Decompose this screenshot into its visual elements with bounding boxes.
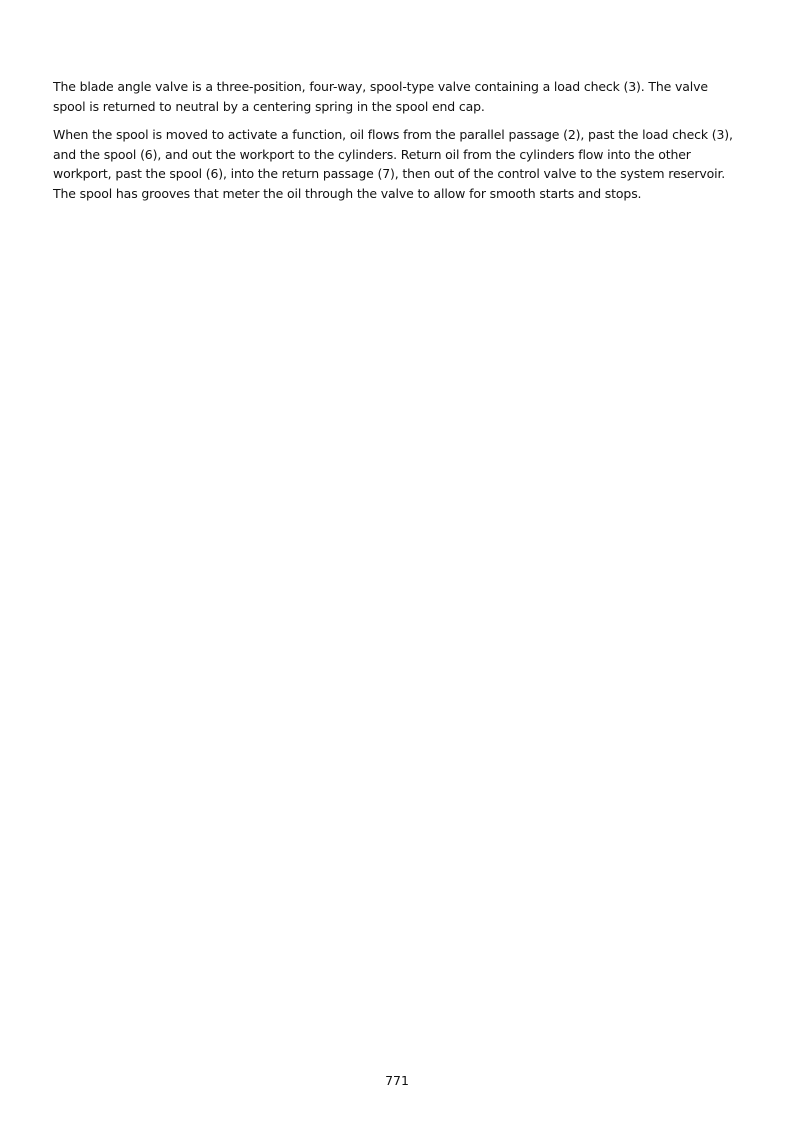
page-number: 771 — [385, 1073, 409, 1088]
paragraph-valve-description: The blade angle valve is a three-position, four-way, spool-type valve containing a load check (3). The valve spool is returned to neutral by a centering spring in the spool end cap. — [53, 79, 708, 114]
paragraph-oil-flow: When the spool is moved to activate a function, oil flows from the parallel passage (2), past the load check (3), and the spool (6), and out the workport to the cylinders. Return oil from the cylinders flow into the other workport, past the spool (6), into the return passage (7), then out of the control valve to the system reservoir. The spool has grooves that meter the oil through the valve to allow for smooth starts and stops. — [53, 127, 733, 201]
page-body — [53, 77, 743, 212]
